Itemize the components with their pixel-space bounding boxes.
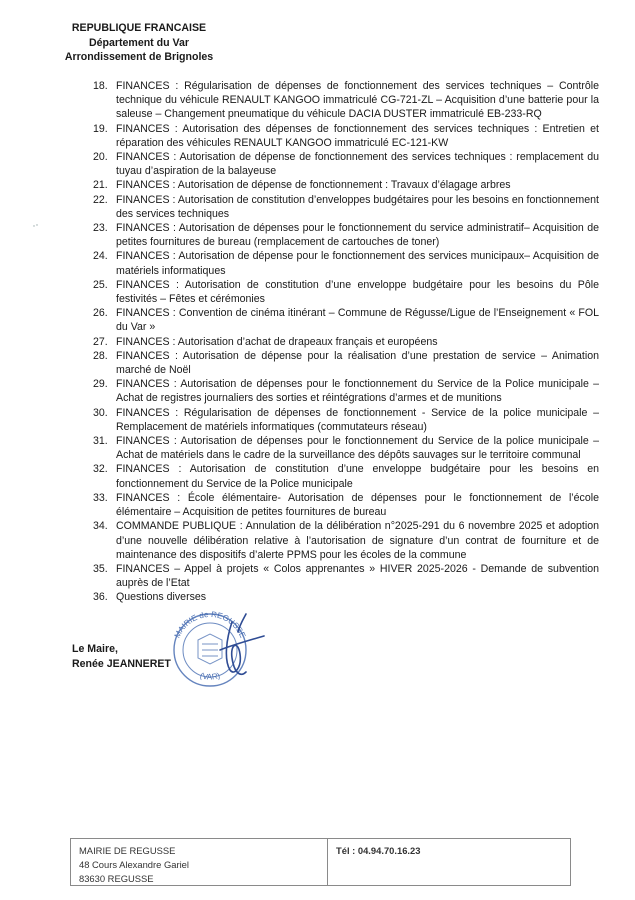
scan-speck [33,224,39,227]
stamp-top-text: MAIRIE de REGUSSE [172,610,248,640]
agenda-item [93,150,599,178]
agenda-item [93,335,599,349]
agenda-item-text: FINANCES : Autorisation de dépenses pour le fonctionnement du service administratif– Acquisition de petites fournitures de bureau (remplacement de cartouches de toner) [116,222,599,249]
agenda-item-number: 25. [93,278,108,291]
agenda-item [93,562,599,590]
agenda-item-text: FINANCES : Régularisation de dépenses de fonctionnement - Service de la police municipale – Remplacement de matériels informatiques (commutateurs réseau) [116,406,599,433]
agenda-item [93,491,599,519]
agenda-item [93,249,599,277]
agenda-item-text: FINANCES : Autorisation d’achat de drapeaux français et européens [116,335,438,348]
agenda-item-text: FINANCES : Convention de cinéma itinérant – Commune de Régusse/Ligue de l’Enseignement « FOL du Var » [116,307,599,334]
agenda-item [93,221,599,249]
agenda-item-number: 34. [93,520,108,533]
footer-address-line2: 48 Cours Alexandre Gariel [79,859,189,870]
agenda-item-text: Questions diverses [116,591,207,604]
agenda-item-text: FINANCES : Autorisation de dépenses pour le fonctionnement du Service de la police municipale – Achat de matériels dans le cadre de la surveillance des dépôts sauvages sur le territoire communal [116,435,599,462]
agenda-item-number: 33. [93,491,108,504]
agenda-item-number: 31. [93,435,108,448]
agenda-item [93,406,599,434]
agenda-item-number: 30. [93,406,108,419]
agenda-item-number: 27. [93,335,108,348]
agenda-item-number: 26. [93,307,108,320]
footer-address-line3: 83630 REGUSSE [79,873,154,884]
footer-address-line1: MAIRIE DE REGUSSE [79,845,176,856]
agenda-item-number: 24. [93,250,108,263]
agenda-item [93,178,599,192]
agenda-item-text: FINANCES : Autorisation de constitution d’une enveloppe budgétaire pour les besoins du Pôle festivités – Fêtes et cérémonies [116,278,599,306]
agenda-item-number: 21. [93,179,108,192]
footer-address [71,839,328,885]
agenda-item-text: FINANCES : École élémentaire- Autorisation de dépenses pour le fonctionnement de l’école élémentaire – Acquisition de petites fournitures de bureau [116,491,599,519]
agenda-item-number: 28. [93,349,108,362]
agenda-item-text: FINANCES – Appel à projets « Colos apprenantes » HIVER 2025-2026 - Demande de subvention auprès de l’Etat [116,562,599,590]
signer-title: Le Maire, [72,643,118,655]
agenda-item [93,434,599,462]
agenda-item [93,590,599,604]
official-stamp [160,610,270,690]
agenda-item-text: FINANCES : Autorisation de dépense pour le fonctionnement des services municipaux– Acquisition de matériels informatiques [116,250,599,277]
agenda-item [93,79,599,122]
header-department: Département du Var [88,36,190,49]
agenda-item-number: 29. [93,378,108,391]
agenda-item [93,349,599,377]
agenda-item-text: FINANCES : Autorisation de dépense pour la réalisation d’une prestation de service – Animation marché de Noël [116,349,599,377]
stamp-bottom-text: (VAR) [198,671,222,682]
agenda-item-text: COMMANDE PUBLIQUE : Annulation de la délibération n°2025-291 du 6 novembre 2025 et adoption d’une nouvelle délibération relative à l’autorisation de signature d’un contrat de fourniture et de maintenance des dispositifs d’alerte PPMS pour les écoles de la commune [116,520,599,561]
agenda-item [93,462,599,490]
agenda-item-number: 20. [93,151,108,164]
signature-block [72,642,171,672]
agenda-item-text: FINANCES : Autorisation de constitution d’une enveloppe budgétaire pour les besoins en fonctionnement du Service de la Police municipale [116,463,599,490]
agenda-item-number: 36. [93,591,108,604]
agenda-item [93,193,599,221]
agenda-item-text: FINANCES : Autorisation de dépenses pour le fonctionnement du Service de la Police municipale – Achat de registres journaliers des sorties et réintégrations d’armes et de munitions [116,378,599,405]
agenda-item-number: 18. [93,80,108,92]
agenda-item-number: 23. [93,222,108,235]
agenda-item-text: FINANCES : Autorisation des dépenses de fonctionnement des services techniques : Entretien et réparation des véhicules RENAULT KANGOO immatriculé EC-121-KW [116,122,599,149]
agenda-item [93,377,599,405]
agenda-item [93,278,599,306]
agenda-item-number: 22. [93,193,108,206]
signer-name: Renée JEANNERET [72,658,171,670]
agenda-item-number: 35. [93,562,108,575]
agenda-item [93,519,599,562]
agenda-item-text: FINANCES : Autorisation de constitution d’enveloppes budgétaires pour les besoins en fonctionnement des services techniques [116,193,599,220]
page-footer [70,838,571,886]
agenda-item [93,122,599,150]
header-republic: REPUBLIQUE FRANCAISE [71,22,207,34]
footer-phone: Tél : 04.94.70.16.23 [336,845,421,856]
agenda-item-text: FINANCES : Autorisation de dépense de fonctionnement : Travaux d’élagage arbres [116,179,511,192]
stamp-emblem [198,634,222,664]
agenda-list [93,79,599,605]
header-arrondissement: Arrondissement de Brignoles [64,51,214,63]
agenda-item-text: FINANCES : Autorisation de dépense de fonctionnement des services techniques : remplacement du tuyau d’aspiration de la balayeuse [116,151,599,178]
agenda-item [93,306,599,334]
agenda-item-number: 19. [93,122,108,135]
agenda-item-number: 32. [93,463,108,476]
agenda-item-text: FINANCES : Régularisation de dépenses de fonctionnement des services techniques – Contrôle technique du véhicule RENAULT KANGOO immatriculé CG-721-ZL – Acquisition d’une batterie pour la saleuse – Changement pneumatique du véhicule DACIA DUSTER immatriculé EB-233-RQ [116,80,599,121]
document-header [60,21,218,65]
